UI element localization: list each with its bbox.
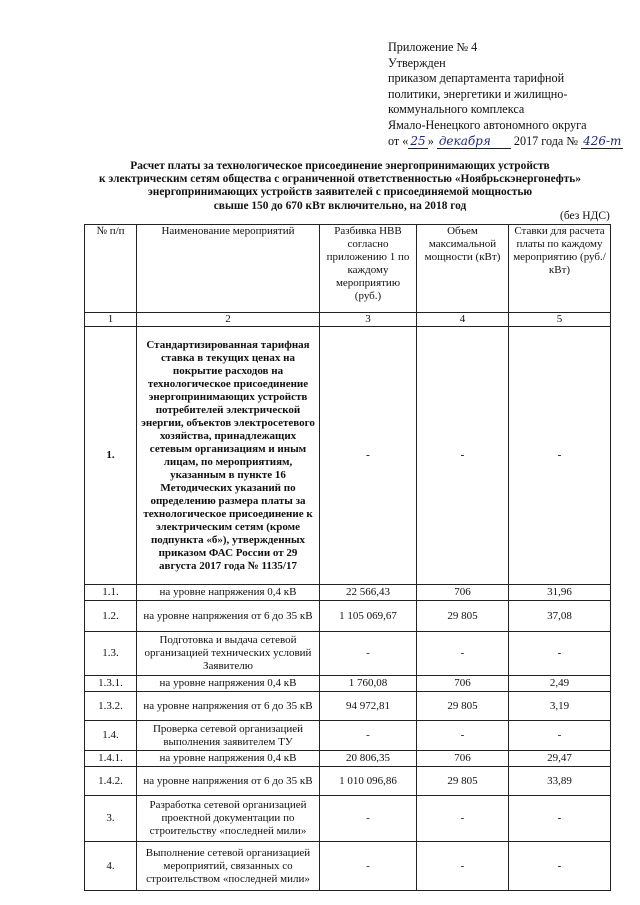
row-rate: - xyxy=(509,327,611,585)
row-rate: - xyxy=(509,721,611,751)
table-row xyxy=(85,796,611,842)
row-power: - xyxy=(417,721,509,751)
table-row xyxy=(85,601,611,632)
order-date-line xyxy=(388,134,628,150)
row-name: на уровне напряжения 0,4 кВ xyxy=(137,585,320,601)
row-name: на уровне напряжения от 6 до 35 кВ xyxy=(137,767,320,796)
row-name: на уровне напряжения от 6 до 35 кВ xyxy=(137,601,320,632)
row-rate: 29,47 xyxy=(509,751,611,767)
table-row xyxy=(85,692,611,721)
row-nvv: 1 010 096,86 xyxy=(320,767,417,796)
approved-label: Утвержден xyxy=(388,55,446,70)
row-num: 1.4.2. xyxy=(85,767,137,796)
row-power: 706 xyxy=(417,676,509,692)
row-nvv: 20 806,35 xyxy=(320,751,417,767)
row-nvv: 1 760,08 xyxy=(320,676,417,692)
table-row xyxy=(85,327,611,585)
row-nvv: 1 105 069,67 xyxy=(320,601,417,632)
row-name: на уровне напряжения от 6 до 35 кВ xyxy=(137,692,320,721)
row-rate: - xyxy=(509,796,611,842)
col-number: 5 xyxy=(509,313,611,327)
row-power: 29 805 xyxy=(417,601,509,632)
approval-block xyxy=(388,40,628,149)
table-header-row xyxy=(85,225,611,313)
row-power: - xyxy=(417,632,509,676)
row-rate: - xyxy=(509,842,611,891)
row-nvv: - xyxy=(320,721,417,751)
order-number: 426-т xyxy=(583,133,622,148)
row-power: 29 805 xyxy=(417,692,509,721)
col-number: 4 xyxy=(417,313,509,327)
row-power: 706 xyxy=(417,585,509,601)
row-num: 3. xyxy=(85,796,137,842)
order-line-1: приказом департамента тарифной xyxy=(388,71,565,86)
row-num: 1.2. xyxy=(85,601,137,632)
header-num: № п/п xyxy=(85,225,137,313)
header-name: Наименование мероприятий xyxy=(137,225,320,313)
column-number-row xyxy=(85,313,611,327)
row-nvv: - xyxy=(320,842,417,891)
row-power: - xyxy=(417,327,509,585)
table-row xyxy=(85,751,611,767)
row-num: 1.4. xyxy=(85,721,137,751)
row-rate: 37,08 xyxy=(509,601,611,632)
date-prefix: от « xyxy=(388,133,409,148)
fee-table xyxy=(84,224,611,891)
row-num: 1.4.1. xyxy=(85,751,137,767)
table-row xyxy=(85,767,611,796)
table-row xyxy=(85,676,611,692)
order-line-4: Ямало-Ненецкого автономного округа xyxy=(388,117,587,132)
row-rate: 3,19 xyxy=(509,692,611,721)
order-day: 25 xyxy=(410,133,426,148)
row-num: 1.3.2. xyxy=(85,692,137,721)
row-name: Подготовка и выдача сетевой организацией технических условий Заявителю xyxy=(137,632,320,676)
title-line-2: к электрическим сетям общества с ограниченной ответственностью «Ноябрьскэнергонефть» xyxy=(99,173,581,186)
date-mid: » xyxy=(427,133,434,148)
table-row xyxy=(85,632,611,676)
col-number: 3 xyxy=(320,313,417,327)
row-name: Выполнение сетевой организацией мероприятий, связанных со строительством «последней мили» xyxy=(137,842,320,891)
row-name: Проверка сетевой организацией выполнения заявителем ТУ xyxy=(137,721,320,751)
row-num: 4. xyxy=(85,842,137,891)
header-power: Объем максимальной мощности (кВт) xyxy=(417,225,509,313)
order-month: декабря xyxy=(437,135,511,149)
row-rate: 2,49 xyxy=(509,676,611,692)
row-name: Разработка сетевой организацией проектной документации по строительству «последней мили» xyxy=(137,796,320,842)
order-line-2: политики, энергетики и жилищно- xyxy=(388,86,568,101)
row-name: на уровне напряжения 0,4 кВ xyxy=(137,676,320,692)
row-num: 1.3.1. xyxy=(85,676,137,692)
appendix-label: Приложение № 4 xyxy=(388,40,478,54)
row-nvv: - xyxy=(320,327,417,585)
row-rate: 33,89 xyxy=(509,767,611,796)
row-power: - xyxy=(417,796,509,842)
title-line-4: свыше 150 до 670 кВт включительно, на 2018 год xyxy=(213,199,467,212)
table-row xyxy=(85,585,611,601)
row-num: 1.3. xyxy=(85,632,137,676)
col-number: 2 xyxy=(137,313,320,327)
row-nvv: 94 972,81 xyxy=(320,692,417,721)
row-num: 1.1. xyxy=(85,585,137,601)
table-row xyxy=(85,842,611,891)
col-number: 1 xyxy=(85,313,137,327)
row-power: - xyxy=(417,842,509,891)
document-title xyxy=(60,160,620,213)
header-rate: Ставки для расчета платы по каждому мероприятию (руб./кВт) xyxy=(509,225,611,313)
row-num: 1. xyxy=(85,327,137,585)
order-line-3: коммунального комплекса xyxy=(388,102,525,117)
header-nvv: Разбивка НВВ согласно приложению 1 по каждому мероприятию (руб.) xyxy=(320,225,417,313)
title-line-1: Расчет платы за технологическое присоединение энергопринимающих устройств xyxy=(130,160,550,172)
vat-note: (без НДС) xyxy=(560,210,610,222)
row-name: на уровне напряжения 0,4 кВ xyxy=(137,751,320,767)
row-rate: - xyxy=(509,632,611,676)
row-name: Стандартизированная тарифная ставка в текущих ценах на покрытие расходов на технологическое присоединение энергопринимающих устройств потребителей электрической энергии, объектов электросетевого хозяйства, принадлежащих сетевым организациям и иным лицам, по мероприятиям, указанным в пункте 16 Методических указаний по определению размера платы за технологическое присоединение к электрическим сетям (кроме подпункта «б»), утвержденных приказом ФАС России от 29 августа 2017 года № 1135/17 xyxy=(137,327,320,585)
row-nvv: 22 566,43 xyxy=(320,585,417,601)
table-row xyxy=(85,721,611,751)
row-power: 29 805 xyxy=(417,767,509,796)
row-power: 706 xyxy=(417,751,509,767)
row-nvv: - xyxy=(320,796,417,842)
title-line-3: энергопринимающих устройств заявителей с присоединяемой мощностью xyxy=(147,186,533,199)
date-year: 2017 года № xyxy=(513,133,579,148)
row-nvv: - xyxy=(320,632,417,676)
row-rate: 31,96 xyxy=(509,585,611,601)
